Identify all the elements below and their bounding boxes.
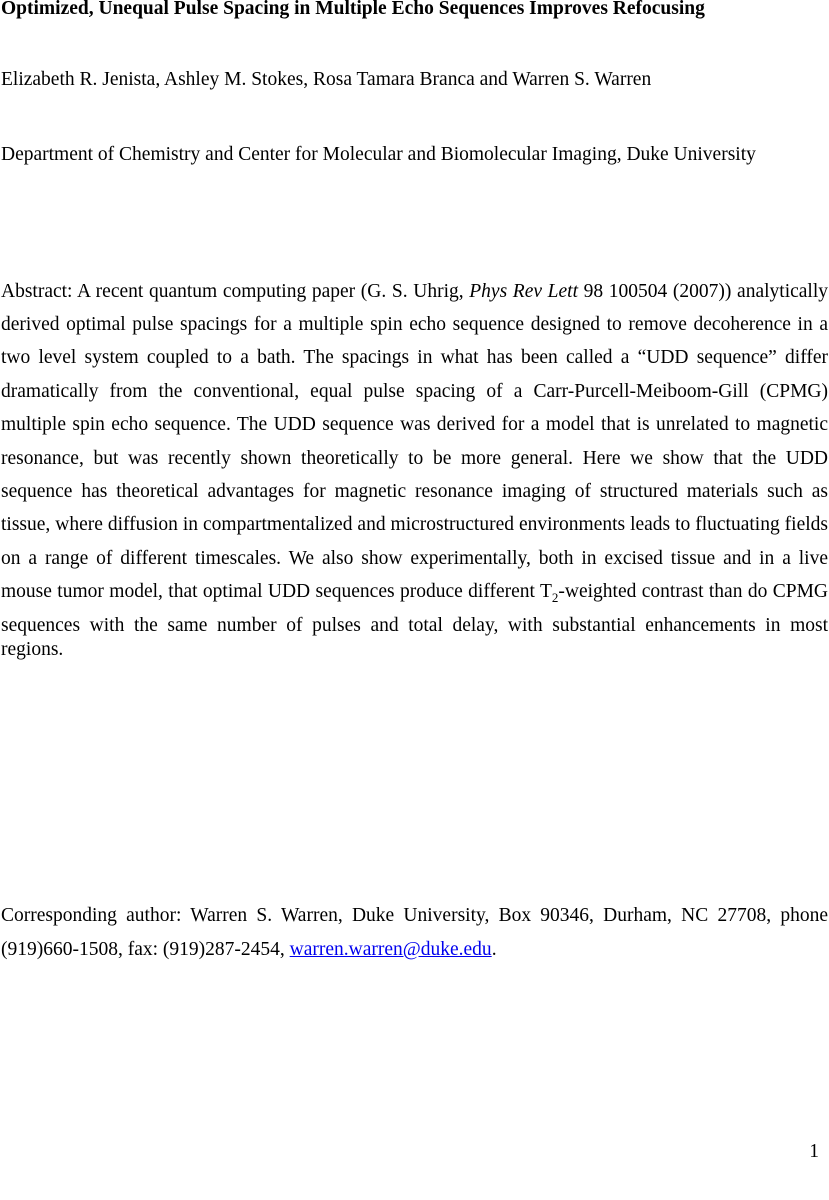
abstract-line: tissue, where diffusion in compartmentalized and microstructured environments leads to fluctuating fields (1, 514, 828, 535)
correspondence-line (1, 938, 828, 962)
author-list: Elizabeth R. Jenista, Ashley M. Stokes, Rosa Tamara Branca and Warren S. Warren (1, 69, 652, 90)
abstract-line: sequence has theoretical advantages for magnetic resonance imaging of structured materials such as (1, 481, 828, 502)
abstract-line: dramatically from the conventional, equal pulse spacing of a Carr-Purcell-Meiboom-Gill (CPMG) (1, 381, 828, 402)
text: -weighted contrast than do CPMG (558, 581, 829, 602)
abstract-line: sequences with the same number of pulses and total delay, with substantial enhancements in most regions. (1, 615, 828, 660)
journal-name: Phys Rev Lett (469, 281, 579, 302)
text: Abstract: A recent quantum computing paper (G. S. Uhrig, (1, 281, 470, 302)
abstract-line: multiple spin echo sequence. The UDD sequence was derived for a model that is unrelated to magnetic (1, 414, 828, 435)
text: (919)660-1508, fax: (919)287-2454, (1, 939, 290, 960)
text: mouse tumor model, that optimal UDD sequences produce different T (1, 581, 552, 602)
abstract-line (1, 280, 828, 304)
correspondence-line: Corresponding author: Warren S. Warren, Duke University, Box 90346, Durham, NC 27708, phone (1, 905, 828, 926)
paper-title: Optimized, Unequal Pulse Spacing in Multiple Echo Sequences Improves Refocusing (1, 0, 705, 19)
abstract-line: two level system coupled to a bath. The spacings in what has been called a “UDD sequence” differ (1, 347, 828, 368)
text: . (491, 939, 497, 960)
affiliation: Department of Chemistry and Center for Molecular and Biomolecular Imaging, Duke University (1, 144, 756, 165)
email-link[interactable]: warren.warren@duke.edu (289, 939, 492, 960)
page-number: 1 (809, 1141, 819, 1162)
abstract-line: on a range of different timescales. We also show experimentally, both in excised tissue and in a live (1, 548, 828, 569)
text: 98 100504 (2007)) analytically (578, 281, 829, 302)
abstract-line: resonance, but was recently shown theoretically to be more general. Here we show that the UDD (1, 448, 828, 469)
abstract-line (1, 580, 828, 604)
subscript: 2 (551, 589, 559, 605)
abstract-line: derived optimal pulse spacings for a multiple spin echo sequence designed to remove decoherence in a (1, 314, 828, 335)
